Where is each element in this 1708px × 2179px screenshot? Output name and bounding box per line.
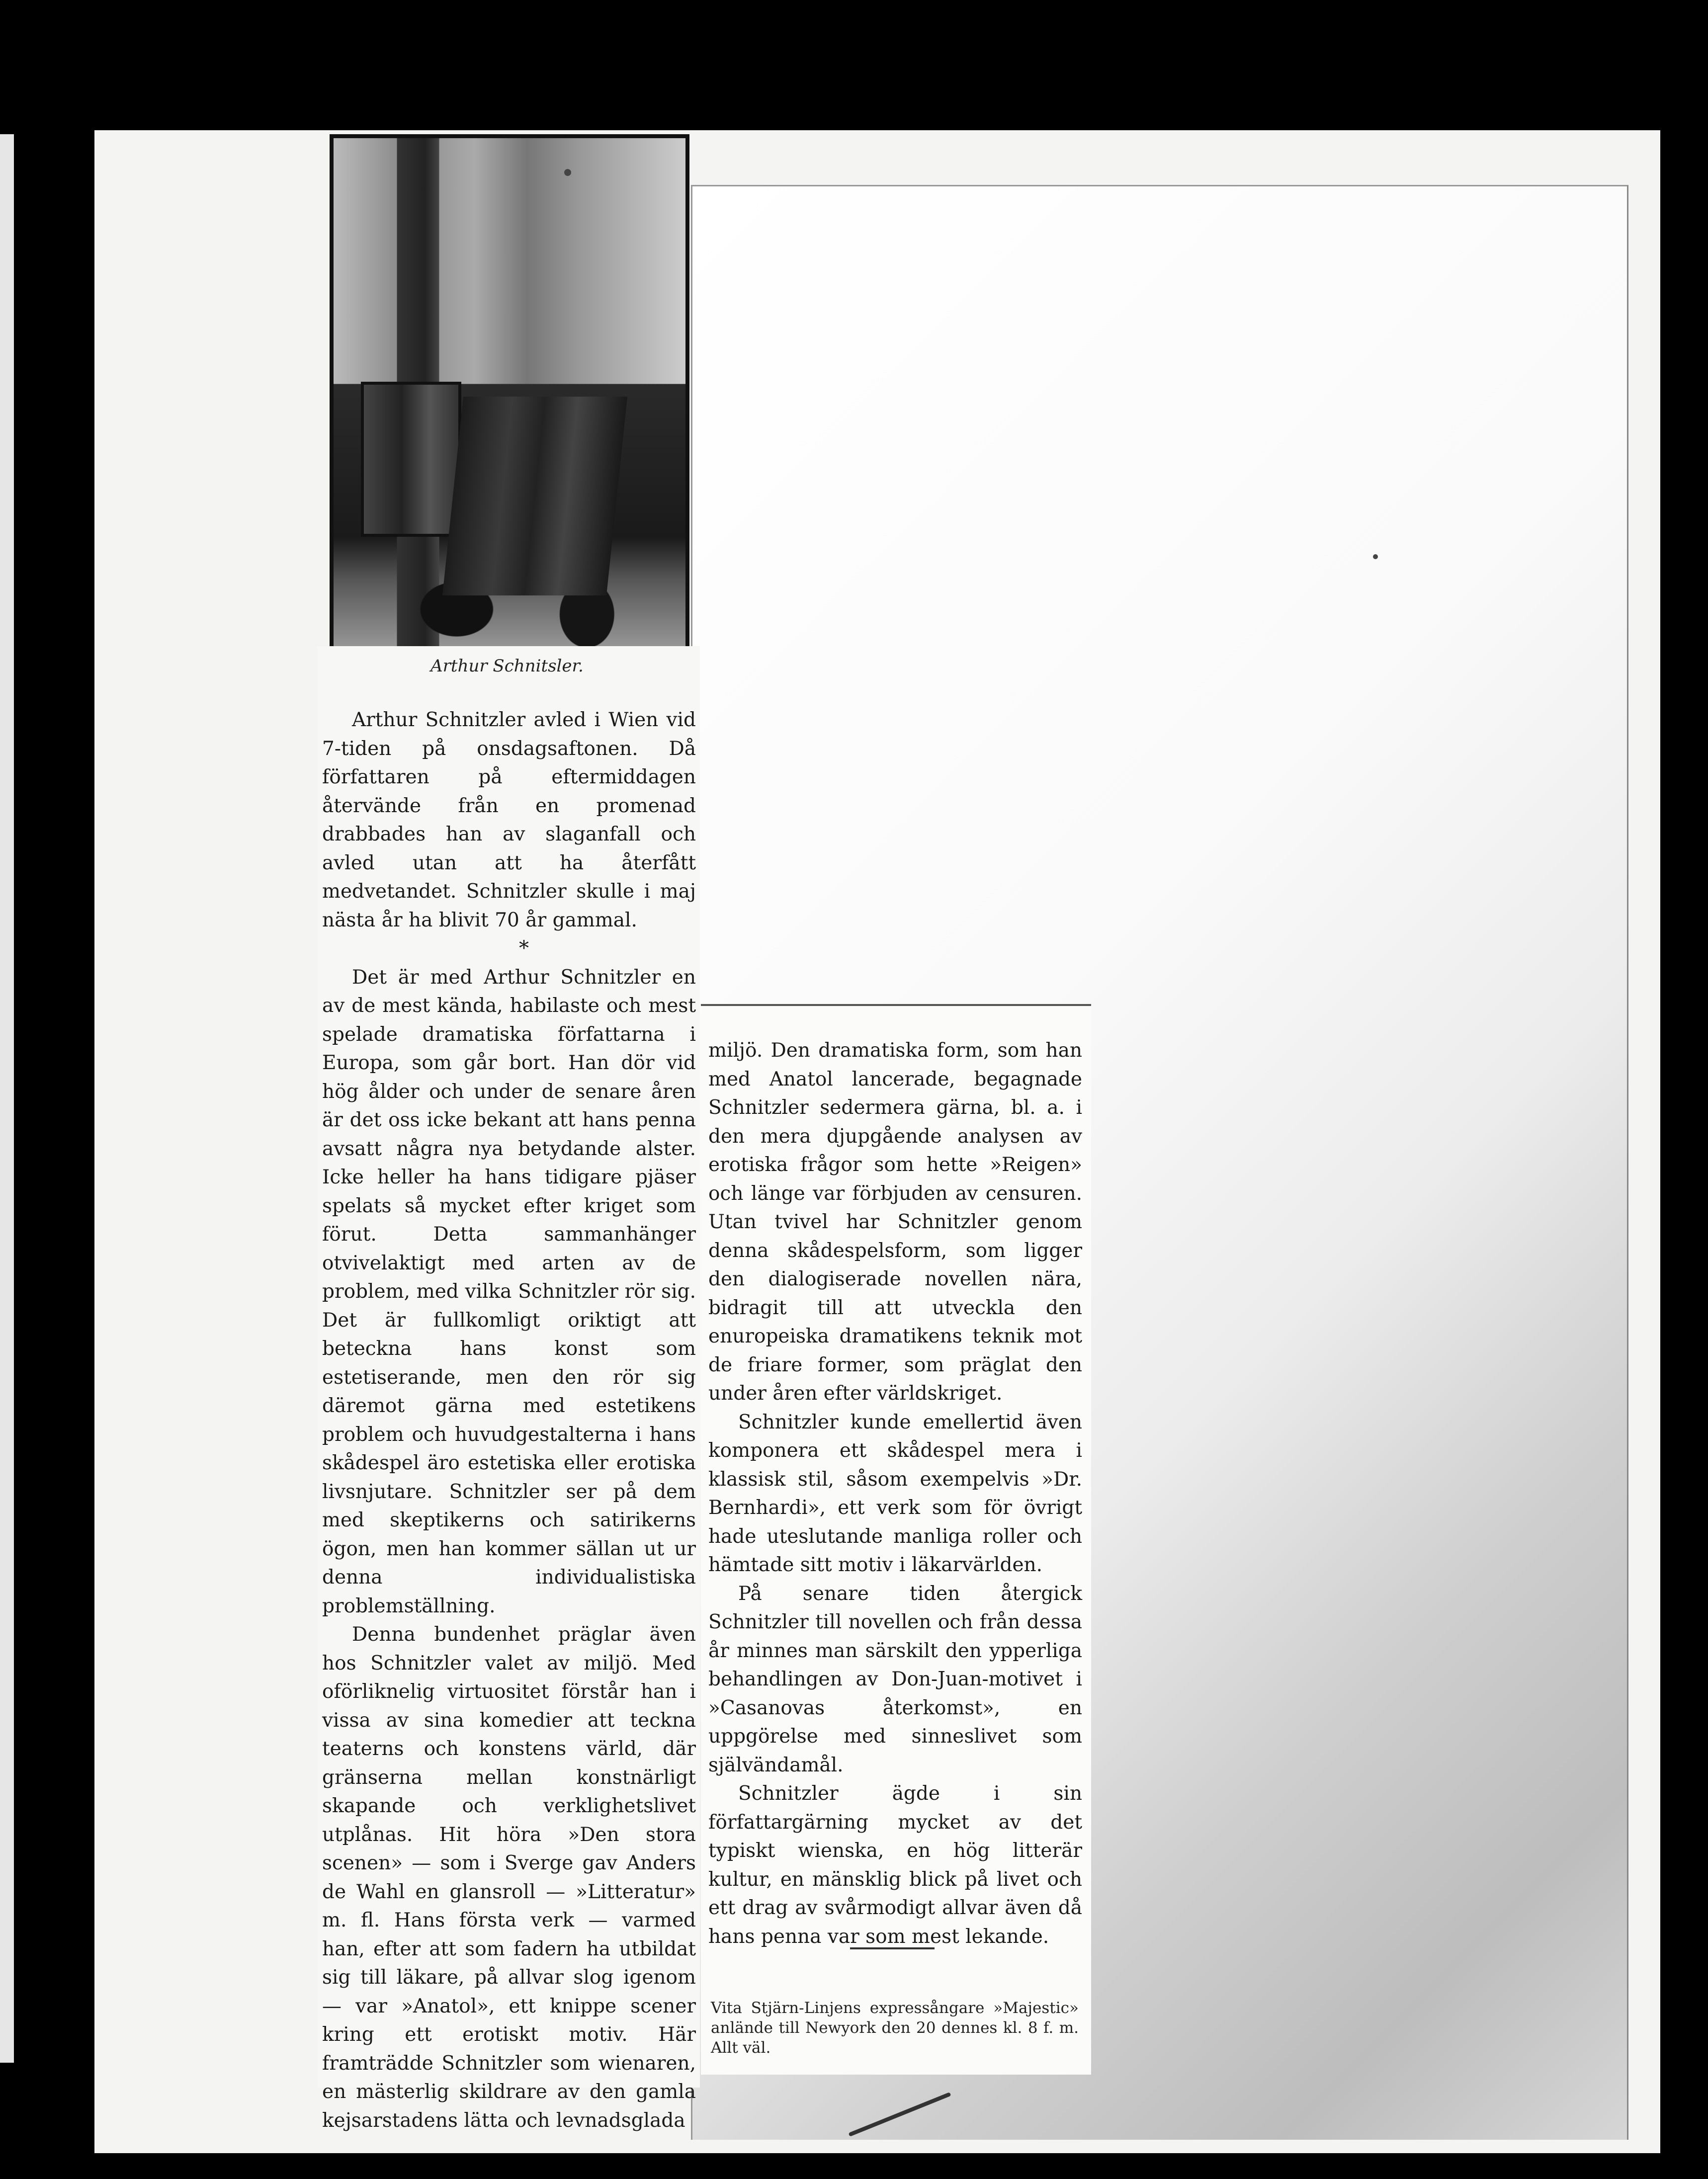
article-paragraph: Arthur Schnitzler avled i Wien vid 7-tiden på onsdagsaftonen. Då författaren på eftermiddagen återvände från en promenad drabbades han av slaganfall och avled utan att ha återfått medvetandet. Schnitzler skulle i maj nästa år ha blivit 70 år gammal. bbox=[322, 709, 696, 931]
end-rule bbox=[850, 1947, 935, 1949]
article-paragraph: miljö. Den dramatiska form, som han med Anatol lancerade, begagnade Schnitzler sedermera gärna, bl. a. i den mera djupgående analysen av erotiska frågor som hette »Reigen» och länge var förbjuden av censuren. Utan tvivel har Schnitzler genom denna skådespelsform, som ligger den dialogiserade novellen nära, bidragit till att utveckla den enuropeiska dramatikens teknik mot de friare former, som präglat den under åren efter världskriget. bbox=[708, 1039, 1082, 1405]
paper-speck bbox=[564, 169, 571, 176]
shipping-notice: Vita Stjärn-Linjens expressångare »Majestic» anlände till Newyork den 20 dennes kl. 8 f. m. Allt väl. bbox=[711, 1999, 1079, 2057]
photo-suitcase bbox=[361, 382, 461, 537]
article-left-column bbox=[322, 706, 696, 2135]
article-right-column bbox=[708, 1036, 1082, 1951]
paper-speck bbox=[1373, 554, 1378, 559]
section-separator: * bbox=[519, 937, 529, 960]
article-paragraph: Det är med Arthur Schnitzler en av de mest kända, habilaste och mest spelade dramatiska författarna i Europa, som går bort. Han dör vid hög ålder och under de senare åren är det oss icke bekant att hans penna avsatt några nya betydande alster. Icke heller ha hans tidigare pjäser spelats så mycket efter kriget som förut. Detta sammanhänger otvivelaktigt med arten av de problem, med vilka Schnitzler rör sig. Det är fullkomligt oriktigt att beteckna hans konst som estetiserande, men den rör sig däremot gärna med estetikens problem och huvudgestalterna i hans skådespel äro estetiska eller erotiska livsnjutare. Schnitzler ser på dem med skeptikerns och satirikerns ögon, men han kommer sällan ut ur denna individualistiska problemställning. bbox=[322, 966, 696, 1617]
article-paragraph: På senare tiden återgick Schnitzler till novellen och från dessa år minnes man särskilt den ypperliga behandlingen av Don-Juan-motivet i »Casanovas återkomst», en uppgörelse med sinneslivet som självändamål. bbox=[708, 1582, 1082, 1776]
article-paragraph: Denna bundenhet präglar även hos Schnitzler valet av miljö. Med oförliknelig virtuositet förstår han i vissa av sina komedier att teckna teaterns och konstens värld, där gränserna mellan konstnärligt skapande och verklighetslivet utplånas. Hit höra »Den stora scenen» — som i Sverge gav Anders de Wahl en glansroll — »Litteratur» m. fl. Hans första verk — varmed han, efter att som fadern ha utbildat sig till läkare, på allvar slog igenom — var »Anatol», ett knippe scener kring ett erotiskt motiv. Här framträdde Schnitzler som wienaren, en mästerlig skildrare av den gamla kejsarstadens lätta och levnadsglada bbox=[322, 1623, 696, 2132]
portrait-photo bbox=[330, 134, 689, 654]
article-paragraph: Schnitzler ägde i sin författargärning mycket av det typiskt wienska, en hög litterär kultur, en mänsklig blick på livet och ett drag av svårmodigt allvar även då hans penna var som mest lekande. bbox=[708, 1782, 1082, 1948]
photo-caption: Arthur Schnitsler. bbox=[430, 656, 584, 676]
photo-figure-legs bbox=[442, 397, 627, 595]
article-paragraph: Schnitzler kunde emellertid även komponera ett skådespel mera i klassisk stil, såsom exempelvis »Dr. Bernhardi», ett verk som för övrigt hade uteslutande manliga roller och hämtade sitt motiv i läkarvärlden. bbox=[708, 1411, 1082, 1576]
adjacent-page-edge bbox=[0, 134, 14, 2063]
